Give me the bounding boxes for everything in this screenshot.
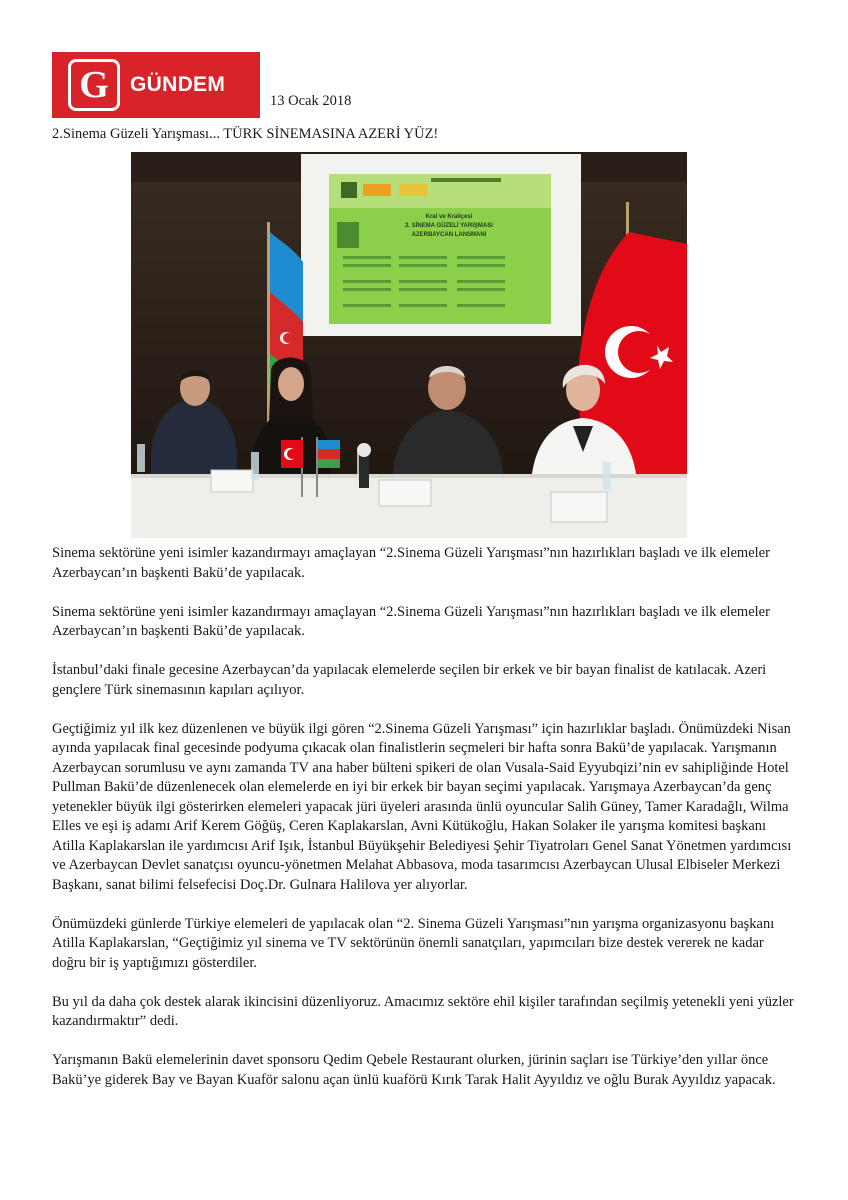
screen-line-3: AZERBAYCAN LANSMANI <box>411 232 487 238</box>
paragraph: İstanbul’daki finale gecesine Azerbaycan’da yapılacak elemelerde seçilen bir erkek ve bir bayan finalist de katılacak. Azeri gençlere Türk sinemasının kapıları açılıyor. <box>52 662 767 698</box>
projection-screen <box>301 154 581 336</box>
paragraph: Sinema sektörüne yeni isimler kazandırmayı amaçlayan “2.Sinema Güzeli Yarışması”nın hazırlıkları başladı ve ilk elemeler Azerbaycan’ın başkenti Bakü’de yapılacak. <box>52 603 770 639</box>
name-plate-1 <box>211 470 253 492</box>
screen-line-2: 2. SİNEMA GÜZELİ YARIŞMASI <box>405 223 493 229</box>
paragraph: Sinema sektörüne yeni isimler kazandırmayı amaçlayan “2.Sinema Güzeli Yarışması”nın hazırlıkları başladı ve ilk elemeler Azerbaycan’ın başkenti Bakü’de yapılacak. <box>52 545 770 581</box>
logo-text: GÜNDEM <box>130 73 226 96</box>
logo-g-icon: G <box>68 59 120 111</box>
paragraph: Yarışmanın Bakü elemelerinin davet sponsoru Qedim Qebele Restaurant olurken, jürinin saçları ise Türkiye’den yıllar önce Bakü’ye giderek Bay ve Bayan Kuaför salonu açan ünlü kuaförü Kırık Tarak Halit Ayyıldız ve oğlu Burak Ayyıldız yapacak. <box>52 1052 776 1088</box>
microphone <box>359 452 369 488</box>
name-plate-3 <box>551 492 607 522</box>
paragraph: Geçtiğimiz yıl ilk kez düzenlenen ve büyük ilgi gören “2.Sinema Güzeli Yarışması” için hazırlıklar başladı. Önümüzdeki Nisan ayında yapılacak final gecesinde podyuma çıkacak olan finalistlerin seçmeleri bir hafta sonra Bakü’de yapılacak. Yarışmanın Azerbaycan sorumlusu ve aynı zamanda TV ana haber bülteni spikeri de olan Vusala-Said Eyyubqizi’nin ev sahipliğinde Hotel Pullman Bakü’de düzenlenecek olan elemelerde en iyi bir erkek bir bayan seçimi yapılacak. Yarışmaya Azerbaycan’da genç yetenekler büyük ilgi gösterirken elemeleri yapacak jüri üyeleri arasında ünlü oyuncular Salih Güney, Tamer Karadağlı, Wilma Elles ve eşi iş adamı Arif Kerem Göğüş, Ceren Kaplakarslan, Avni Kütükoğlu, Hakan Solaker ile yarışma komitesi başkanı Atilla Kaplakarslan ile yardımcısı Arif Işık, İstanbul Büyükşehir Belediyesi Şehir Tiyatroları Genel Sanat Yönetmen yardımcısı ve Azerbaycan Devlet sanatçısı oyuncu-yönetmen Melahat Abbasova, moda tasarımcısı Azerbaycan Ulusal Elbiseler Merkezi Başkanı, sanat bilimi felsefecisi Doç.Dr. Gulnara Halilova yer alıyorlar. <box>52 720 792 893</box>
brand-logo[interactable] <box>52 52 260 118</box>
paragraph: Bu yıl da daha çok destek alarak ikincisini düzenliyoruz. Amacımız sektöre ehil kişiler tarafından seçilmiş yetenekli yeni yüzler kazandırmaktır” dedi. <box>52 993 794 1029</box>
article-date: 13 Ocak 2018 <box>270 93 352 109</box>
article-body <box>52 544 797 1110</box>
paragraph: Önümüzdeki günlerde Türkiye elemeleri de yapılacak olan “2. Sinema Güzeli Yarışması”nın yarışma organizasyonu başkanı Atilla Kaplakarslan, “Geçtiğimiz yıl sinema ve TV sektörünün önemli sanatçıları, yapımcıları bize destek vererek ne kadar doğru bir iş yaptığımızı gösterdiler. <box>52 915 775 971</box>
article-headline: 2.Sinema Güzeli Yarışması... TÜRK SİNEMASINA AZERİ YÜZ! <box>52 126 439 142</box>
name-plate-2 <box>379 480 431 506</box>
press-conference-photo <box>131 152 687 538</box>
screen-line-1: Kral ve Kraliçesi <box>425 214 473 220</box>
